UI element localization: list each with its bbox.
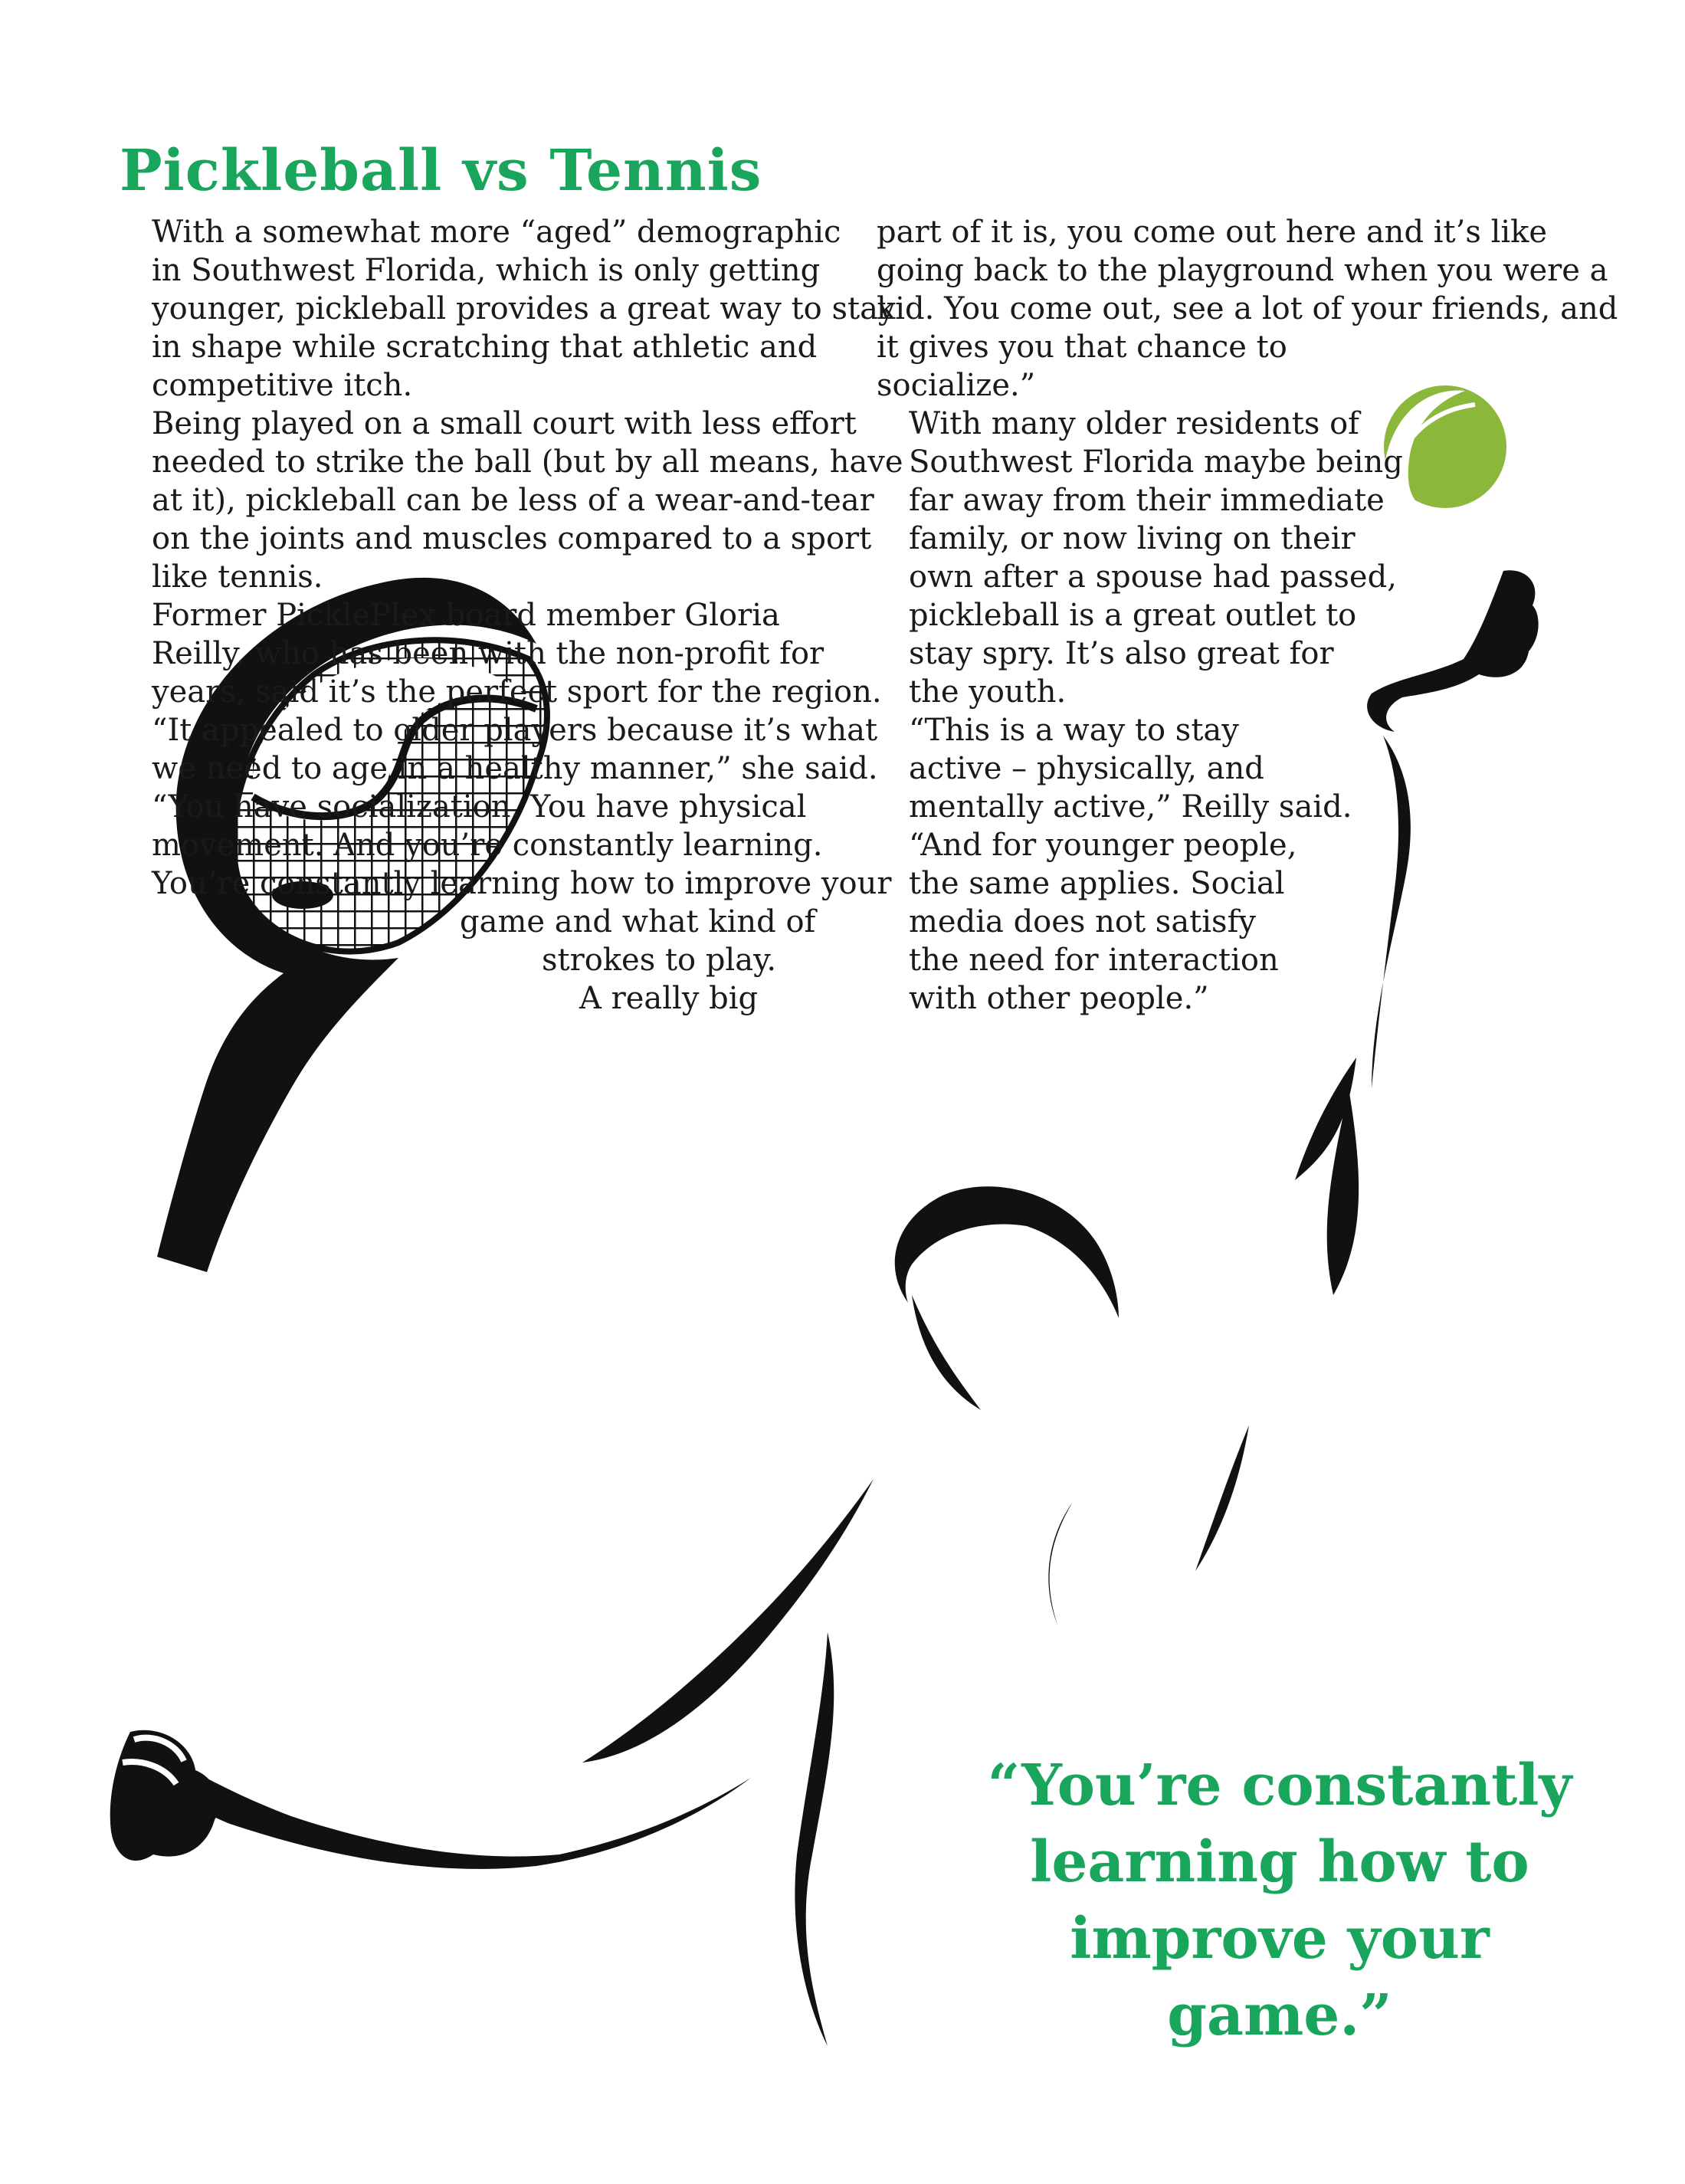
text-line: going back to the playground when you were a <box>877 253 1608 288</box>
text-line: part of it is, you come out here and it’s like <box>877 215 1548 250</box>
text-line: with other people.” <box>909 981 1209 1016</box>
paragraph <box>120 596 882 711</box>
text-line: we need to age in a healthy manner,” she said. <box>152 751 878 786</box>
text-line: it gives you that chance to <box>877 330 1287 365</box>
text-line: in shape while scratching that athletic and <box>152 330 818 365</box>
text-line: own after a spouse had passed, <box>909 559 1397 595</box>
text-line: You’re constantly learning how to improve your <box>152 866 892 901</box>
text-line: the need for interaction <box>909 943 1279 978</box>
text-line: “This is a way to stay <box>909 713 1239 748</box>
text-line: on the joints and muscles compared to a sport <box>152 521 872 556</box>
text-line: competitive itch. <box>152 368 413 403</box>
text-line: pickleball is a great outlet to <box>909 598 1357 633</box>
text-line: A really big <box>579 981 759 1016</box>
text-line: media does not satisfy <box>909 904 1256 940</box>
text-line: stay spry. It’s also great for <box>909 636 1334 671</box>
text-line: the same applies. Social <box>909 866 1285 901</box>
paragraph <box>120 213 896 405</box>
text-line: Reilly, who has been with the non-profit for <box>152 636 824 671</box>
text-line: far away from their immediate <box>909 483 1385 518</box>
text-line: Being played on a small court with less effort <box>152 406 857 441</box>
text-line: movement. And you’re constantly learning. <box>152 828 823 863</box>
text-line: game and what kind of <box>460 904 816 940</box>
text-line: years, said it’s the perfect sport for the region. <box>152 674 882 710</box>
text-line: strokes to play. <box>542 943 777 978</box>
text-line: the youth. <box>909 674 1067 710</box>
text-line: kid. You come out, see a lot of your friends, and <box>877 291 1618 326</box>
pull-quote-line: learning how to <box>1030 1829 1529 1895</box>
text-line: mentally active,” Reilly said. <box>909 789 1352 825</box>
paragraph <box>877 405 1566 711</box>
text-line: family, or now living on their <box>909 521 1356 556</box>
paragraph <box>877 213 1618 405</box>
text-line: “You have socialization. You have physical <box>152 789 807 825</box>
text-line: Former PicklePlex board member Gloria <box>152 598 780 633</box>
text-line: “It appealed to older players because it’s what <box>152 713 878 748</box>
paragraph <box>877 711 1566 1018</box>
pull-quote-line: game.” <box>1167 1982 1392 2048</box>
text-line: “And for younger people, <box>909 828 1297 863</box>
right-column <box>877 213 1618 1018</box>
paragraph <box>120 405 903 596</box>
text-line: With a somewhat more “aged” demographic <box>152 215 841 250</box>
text-line: at it), pickleball can be less of a wear-and-tear <box>152 483 874 518</box>
text-line: With many older residents of <box>909 406 1359 441</box>
left-column <box>120 213 903 903</box>
pull-quote <box>942 1747 1617 2054</box>
article-title: Pickleball vs Tennis <box>120 138 762 204</box>
text-line: in Southwest Florida, which is only getting <box>152 253 821 288</box>
paragraph <box>120 711 892 903</box>
text-line: Southwest Florida maybe being <box>909 444 1403 480</box>
text-line: active – physically, and <box>909 751 1264 786</box>
text-line: socialize.” <box>877 368 1036 403</box>
pull-quote-line: “You’re constantly <box>987 1753 1572 1818</box>
text-line: like tennis. <box>152 559 323 595</box>
text-line: younger, pickleball provides a great way to stay <box>152 291 896 326</box>
text-line: needed to strike the ball (but by all means, have <box>152 444 903 480</box>
pull-quote-line: improve your <box>1070 1906 1490 1972</box>
